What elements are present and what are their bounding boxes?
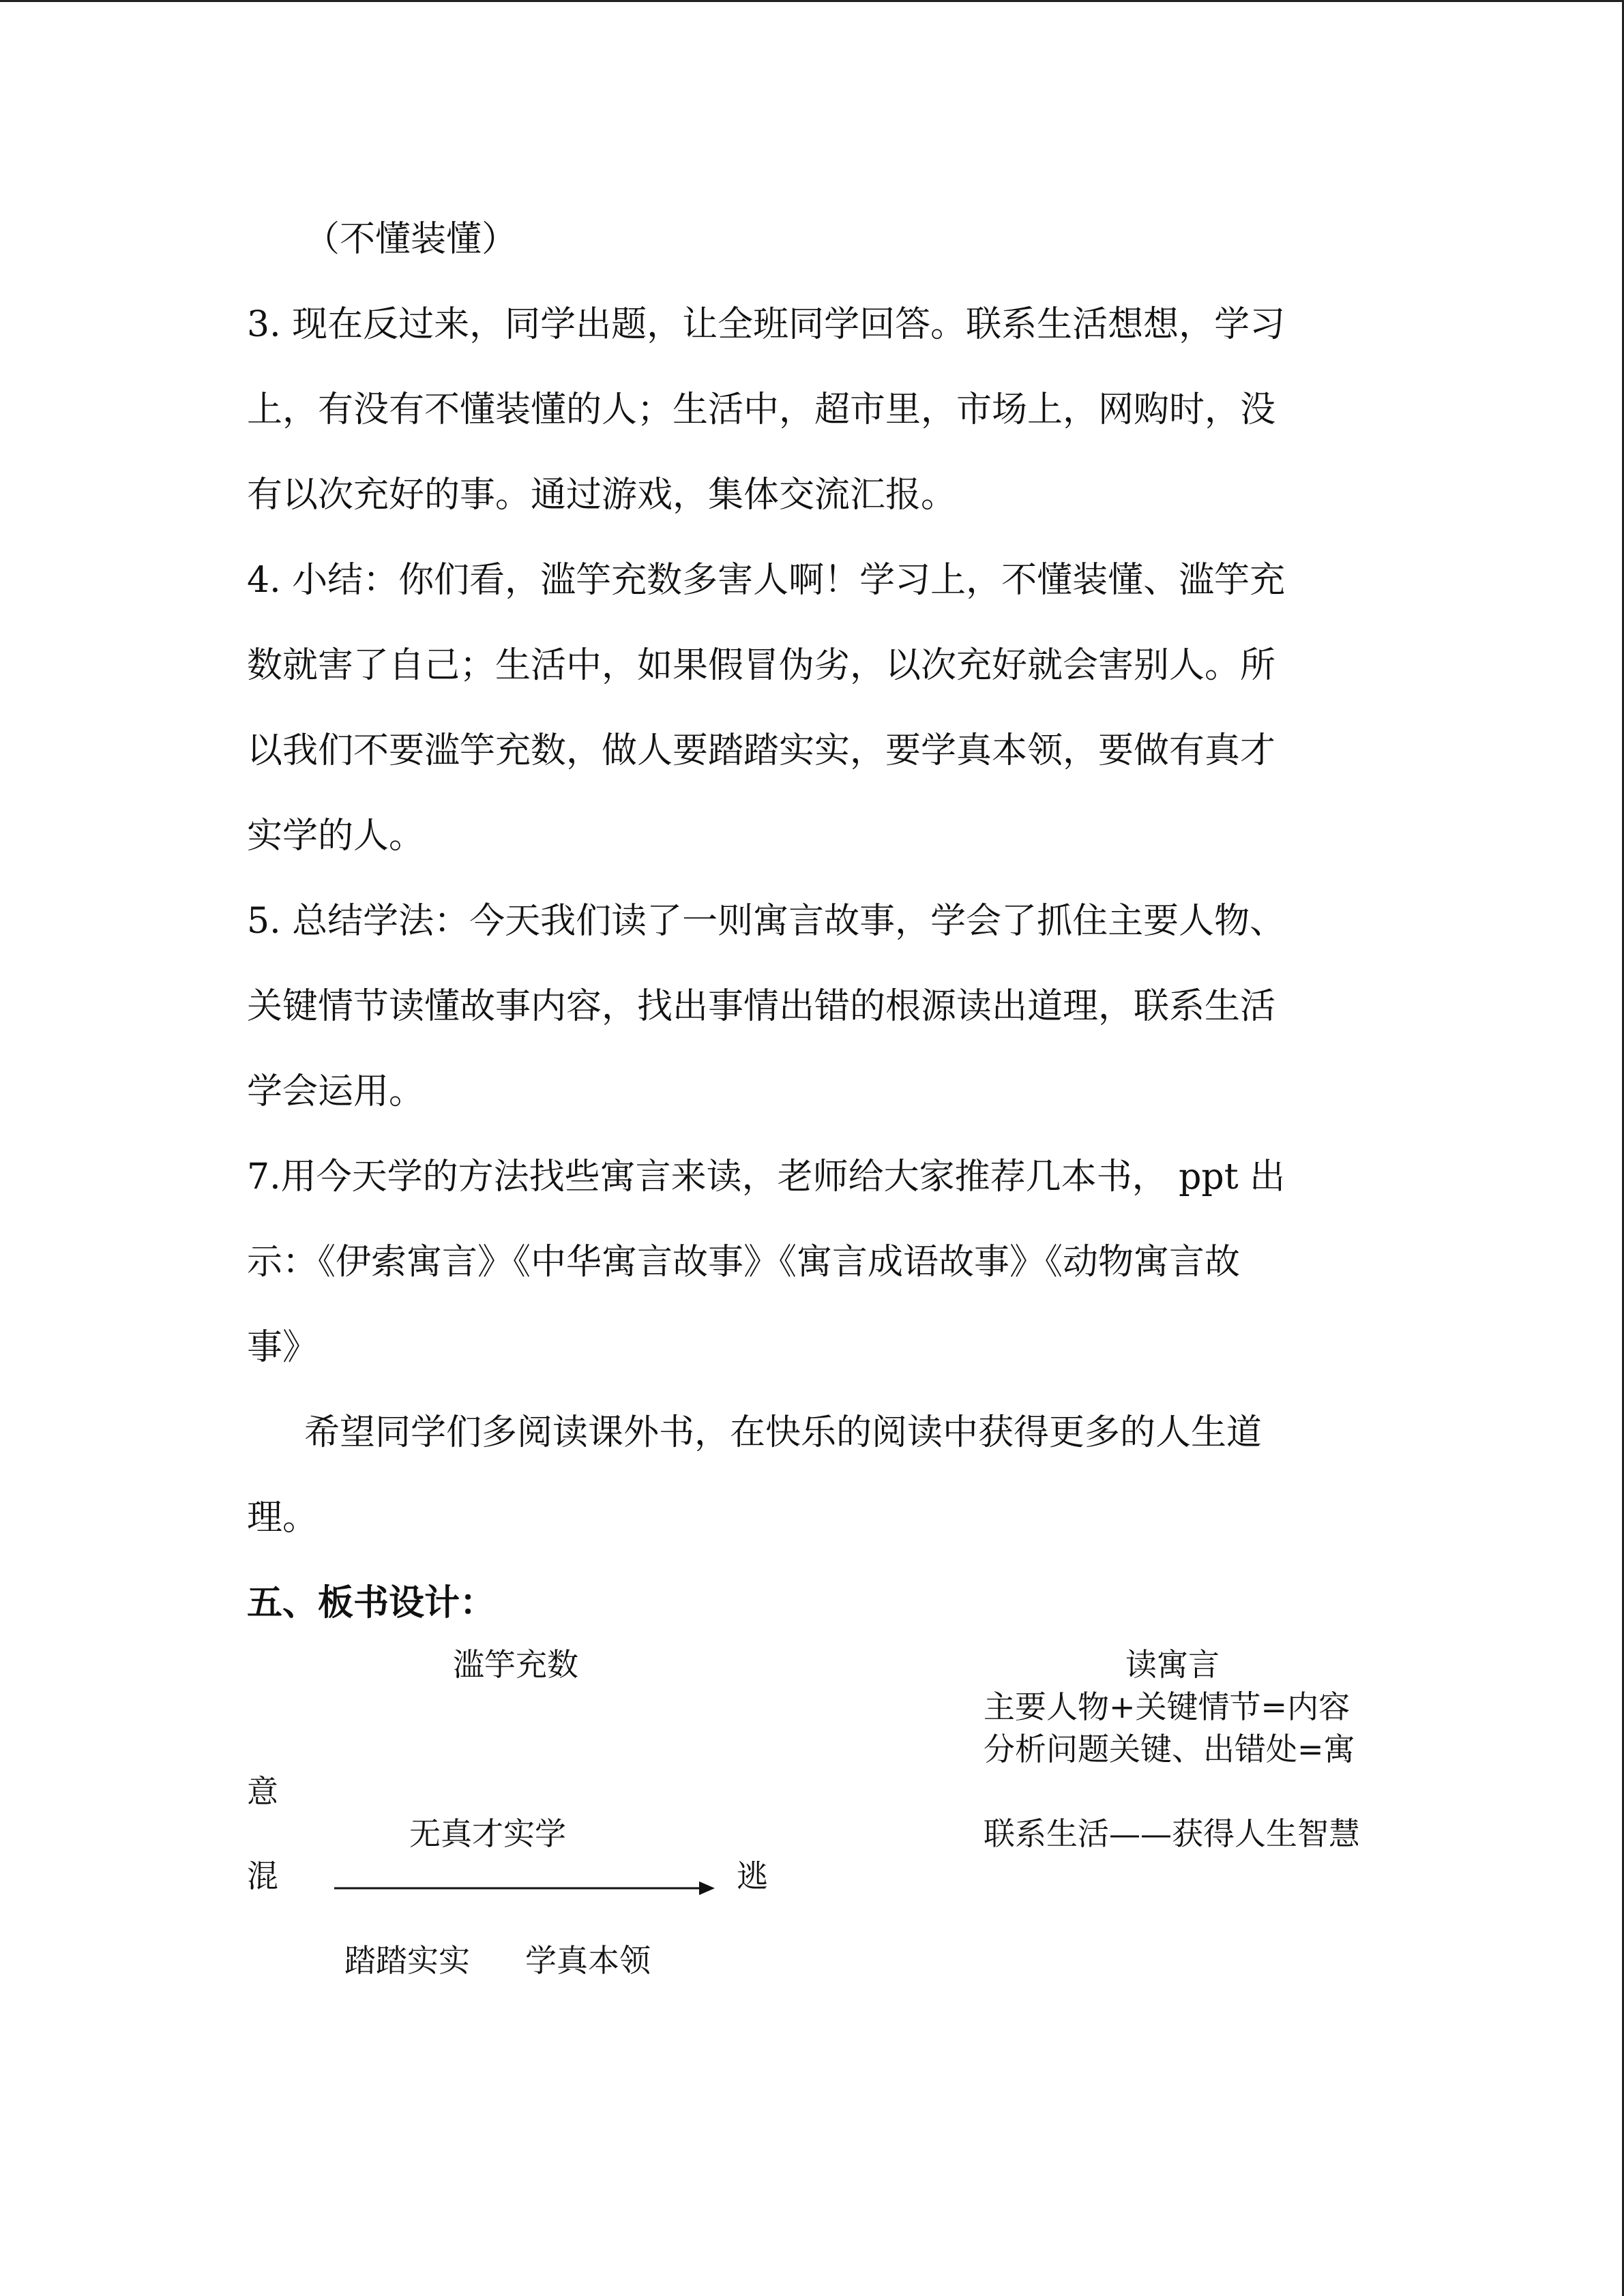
board-tao: 逃 — [737, 1858, 768, 1894]
board-wu-zhen: 无真才实学 — [409, 1815, 566, 1852]
page-top-border — [0, 0, 1624, 2]
paragraph-line: （不懂装懂） — [304, 219, 518, 260]
board-arrow — [334, 1878, 716, 1898]
paragraph-line: 3. 现在反过来，同学出题，让全班同学回答。联系生活想想，学习 — [247, 304, 1286, 345]
paragraph-line: 上，有没有不懂装懂的人；生活中，超市里，市场上，网购时，没 — [247, 389, 1276, 430]
board-right-line-1: 主要人物+关键情节=内容 — [984, 1688, 1350, 1725]
paragraph-line: 4. 小结：你们看，滥竽充数多害人啊！学习上，不懂装懂、滥竽充 — [247, 560, 1286, 601]
paragraph-line: 5. 总结学法：今天我们读了一则寓言故事，学会了抓住主要人物、 — [247, 901, 1286, 942]
paragraph-line: 数就害了自己；生活中，如果假冒伪劣，以次充好就会害别人。所 — [247, 645, 1276, 686]
board-left-title: 滥竽充数 — [453, 1646, 578, 1683]
board-yi: 意 — [247, 1773, 278, 1810]
paragraph-line: 以我们不要滥竽充数，做人要踏踏实实，要学真本领，要做有真才 — [247, 730, 1276, 771]
board-right-line-3: 联系生活——获得人生智慧 — [984, 1815, 1360, 1852]
paragraph-line: 学会运用。 — [247, 1071, 425, 1112]
board-right-line-2: 分析问题关键、出错处=寓 — [984, 1731, 1355, 1768]
section-heading: 五、板书设计： — [247, 1583, 496, 1624]
paragraph-line: 理。 — [247, 1497, 319, 1538]
board-tata: 踏踏实实 — [344, 1942, 470, 1979]
board-xue-zhen: 学真本领 — [525, 1942, 651, 1979]
paragraph-line: 实学的人。 — [247, 816, 425, 856]
paragraph-line: 有以次充好的事。通过游戏，集体交流汇报。 — [247, 475, 957, 516]
board-hun: 混 — [247, 1858, 278, 1894]
board-right-title: 读寓言 — [1125, 1646, 1220, 1683]
paragraph-line: 7.用今天学的方法找些寓言来读，老师给大家推荐几本书， ppt 出 — [247, 1157, 1286, 1197]
paragraph-line: 希望同学们多阅读课外书，在快乐的阅读中获得更多的人生道 — [304, 1412, 1263, 1453]
paragraph-line: 事》 — [247, 1327, 319, 1368]
paragraph-line: 关键情节读懂故事内容，找出事情出错的根源读出道理，联系生活 — [247, 986, 1276, 1027]
paragraph-line: 示：《伊索寓言》《中华寓言故事》《寓言成语故事》《动物寓言故 — [247, 1242, 1241, 1283]
